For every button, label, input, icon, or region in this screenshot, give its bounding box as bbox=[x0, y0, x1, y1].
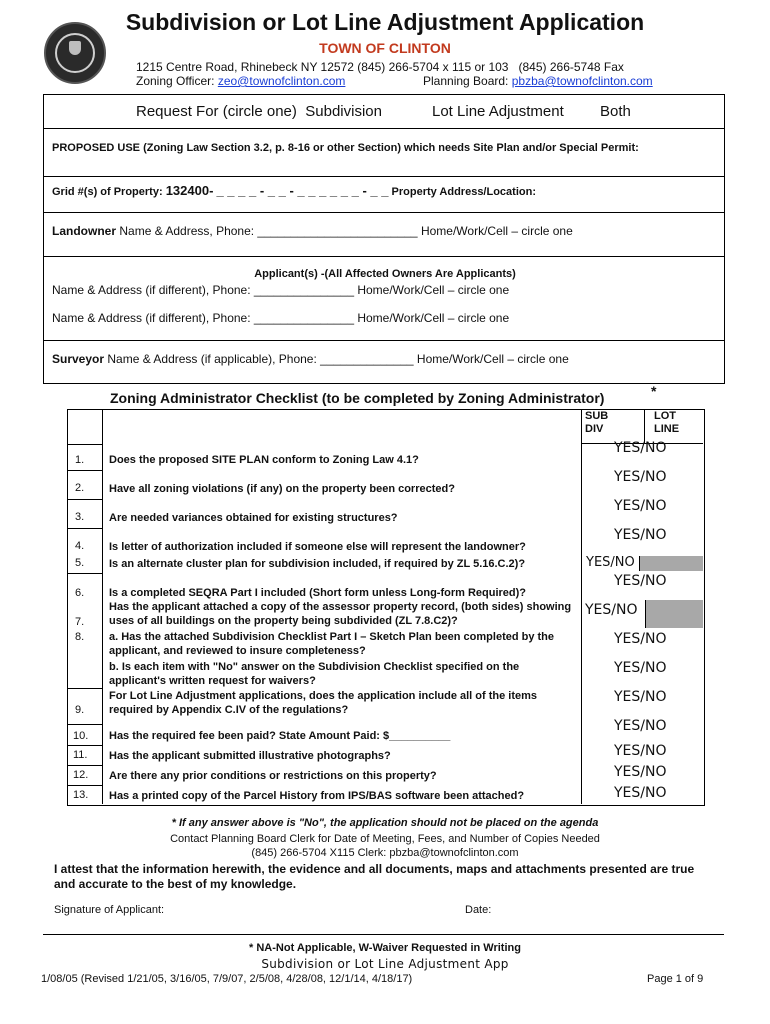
header-column-divider bbox=[644, 409, 645, 443]
zoning-officer-email-link[interactable]: zeo@townofclinton.com bbox=[217, 74, 346, 88]
checklist-question: a. Has the attached Subdivision Checklist Part I – Sketch Plan been completed by the applicant, and reviewed to insure completeness? bbox=[109, 631, 555, 657]
row-divider bbox=[67, 573, 102, 574]
applicant-line-1[interactable]: Name & Address (if different), Phone: _______________ Home/Work/Cell – circle one bbox=[52, 283, 510, 297]
item-number: 10. bbox=[73, 730, 89, 742]
proposed-use-label: PROPOSED USE (Zoning Law Section 3.2, p. 8-16 or other Section) which needs Site Plan and/or Special Permit: bbox=[52, 142, 639, 154]
attestation-statement: I attest that the information herewith, the evidence and all documents, maps and attachments presented are true and accurate to the best of my knowledge. bbox=[54, 862, 695, 891]
option-subdivision[interactable]: Subdivision bbox=[305, 103, 382, 120]
planning-board-contact: Planning Board: pbzba@townofclinton.com bbox=[423, 74, 653, 88]
item-number: 13. bbox=[73, 789, 89, 801]
answer-yesno[interactable]: YES/NO bbox=[614, 689, 667, 705]
answer-yesno[interactable]: YES/NO bbox=[614, 631, 667, 647]
row-divider bbox=[67, 688, 102, 689]
checklist-question: Are there any prior conditions or restrictions on this property? bbox=[109, 770, 437, 782]
surveyor-row[interactable]: Surveyor Name & Address (if applicable), Phone: ______________ Home/Work/Cell – circle one bbox=[52, 352, 569, 366]
checklist-heading: Zoning Administrator Checklist (to be completed by Zoning Administrator) bbox=[110, 390, 605, 406]
divider bbox=[43, 128, 724, 129]
answer-yesno[interactable]: YES/NO bbox=[614, 573, 667, 589]
cell-divider bbox=[645, 600, 646, 628]
revision-dates: 1/08/05 (Revised 1/21/05, 3/16/05, 7/9/07, 2/5/08, 4/28/08, 12/1/14, 4/18/17) bbox=[41, 973, 413, 985]
contact-line-1: Contact Planning Board Clerk for Date of Meeting, Fees, and Number of Copies Needed bbox=[170, 833, 600, 845]
answer-yesno[interactable]: YES/NO bbox=[585, 602, 638, 618]
signature-label[interactable]: Signature of Applicant: bbox=[54, 904, 165, 916]
checklist-question: Does the proposed SITE PLAN conform to Zoning Law 4.1? bbox=[109, 454, 419, 466]
checklist-question: Have all zoning violations (if any) on the property been corrected? bbox=[109, 483, 455, 495]
app-name-footer: Subdivision or Lot Line Adjustment App bbox=[261, 957, 509, 971]
checklist-question: Has a printed copy of the Parcel History from IPS/BAS software been attached? bbox=[109, 790, 525, 802]
row-divider bbox=[67, 724, 102, 725]
row-divider bbox=[67, 745, 102, 746]
date-label[interactable]: Date: bbox=[465, 904, 492, 916]
na-cell bbox=[646, 600, 703, 628]
answer-yesno[interactable]: YES/NO bbox=[614, 718, 667, 734]
item-number: 4. bbox=[75, 540, 85, 552]
item-number: 12. bbox=[73, 769, 89, 781]
page-number: Page 1 of 9 bbox=[647, 973, 704, 985]
item-number: 3. bbox=[75, 511, 85, 523]
answer-column-divider bbox=[581, 409, 582, 804]
item-number: 9. bbox=[75, 704, 85, 716]
checklist-question: Are needed variances obtained for existing structures? bbox=[109, 512, 398, 524]
checklist-question: Has the applicant attached a copy of the assessor property record, (both sides) showing uses of all buildings on the property being subdivided (ZL 7.8.C2)? bbox=[109, 601, 572, 627]
col-lotline-header: LOT LINE bbox=[654, 410, 680, 435]
answer-yesno[interactable]: YES/NO bbox=[614, 469, 667, 485]
page-title: Subdivision or Lot Line Adjustment Application bbox=[125, 9, 645, 35]
option-lot-line-adjustment[interactable]: Lot Line Adjustment bbox=[432, 103, 564, 120]
item-number: 6. bbox=[75, 587, 85, 599]
answer-yesno[interactable]: YES/NO bbox=[614, 527, 667, 543]
item-number: 2. bbox=[75, 482, 85, 494]
item-number: 11. bbox=[73, 749, 88, 761]
row-divider bbox=[67, 470, 102, 471]
checklist-question: Has the required fee been paid? State Amount Paid: $__________ bbox=[109, 730, 451, 742]
answer-yesno[interactable]: YES/NO bbox=[586, 555, 635, 570]
no-answer-note: * If any answer above is "No", the application should not be placed on the agenda bbox=[171, 817, 599, 829]
na-cell bbox=[640, 556, 703, 571]
address-line: 1215 Centre Road, Rhinebeck NY 12572 (845) 266-5704 x 115 or 103 (845) 266-5748 Fax bbox=[136, 60, 624, 74]
row-divider bbox=[67, 765, 102, 766]
zoning-officer-contact: Zoning Officer: zeo@townofclinton.com bbox=[136, 74, 346, 88]
item-number: 7. bbox=[75, 616, 85, 628]
answer-yesno[interactable]: YES/NO bbox=[614, 660, 667, 676]
answer-yesno[interactable]: YES/NO bbox=[614, 764, 667, 780]
row-divider bbox=[67, 785, 102, 786]
answer-yesno[interactable]: YES/NO bbox=[614, 743, 667, 759]
row-divider bbox=[67, 444, 102, 445]
grid-blanks[interactable]: _ _ _ _ - _ _ - _ _ _ _ _ _ - _ _ bbox=[216, 183, 389, 198]
cell-divider bbox=[639, 556, 640, 571]
contact-line-2: (845) 266-5704 X115 Clerk: pbzba@townofclinton.com bbox=[251, 847, 519, 859]
checklist-asterisk: * bbox=[651, 383, 657, 399]
divider bbox=[43, 176, 724, 177]
planning-board-email-link[interactable]: pbzba@townofclinton.com bbox=[511, 74, 653, 88]
request-for-row: Request For (circle one) Subdivision bbox=[136, 103, 382, 120]
na-note: * NA-Not Applicable, W-Waiver Requested in Writing bbox=[249, 942, 521, 954]
divider bbox=[43, 256, 724, 257]
divider bbox=[43, 212, 724, 213]
answer-yesno[interactable]: YES/NO bbox=[614, 498, 667, 514]
item-number: 1. bbox=[75, 454, 85, 466]
checklist-question: Is letter of authorization included if someone else will represent the landowner? bbox=[109, 541, 526, 553]
row-divider bbox=[67, 528, 102, 529]
landowner-row[interactable]: Landowner Name & Address, Phone: ________________________ Home/Work/Cell – circle one bbox=[52, 224, 573, 238]
col-subdiv-header: SUB DIV bbox=[585, 410, 609, 435]
checklist-question: For Lot Line Adjustment applications, does the application include all of the items required by Appendix C.IV of the regulations? bbox=[109, 690, 538, 716]
answer-yesno[interactable]: YES/NO bbox=[614, 785, 667, 801]
grid-row: Grid #(s) of Property: 132400- _ _ _ _ - _ _ - _ _ _ _ _ _ - _ _ Property Address/Location: bbox=[52, 183, 536, 198]
divider bbox=[43, 340, 724, 341]
number-column-divider bbox=[102, 409, 103, 804]
item-number: 8. bbox=[75, 631, 85, 643]
applicant-line-2[interactable]: Name & Address (if different), Phone: _______________ Home/Work/Cell – circle one bbox=[52, 311, 510, 325]
checklist-question: Is a completed SEQRA Part I included (Short form unless Long-form Required)? bbox=[109, 587, 527, 599]
option-both[interactable]: Both bbox=[600, 103, 631, 120]
checklist-question: Has the applicant submitted illustrative photographs? bbox=[109, 750, 391, 762]
applicants-heading: Applicant(s) -(All Affected Owners Are Applicants) bbox=[254, 268, 516, 280]
town-name: TOWN OF CLINTON bbox=[319, 40, 451, 56]
checklist-question: b. Is each item with "No" answer on the Subdivision Checklist specified on the applicant's written request for waivers? bbox=[109, 661, 520, 687]
answer-yesno[interactable]: YES/NO bbox=[614, 440, 667, 456]
row-divider bbox=[67, 499, 102, 500]
item-number: 5. bbox=[75, 557, 85, 569]
grid-value: 132400- bbox=[165, 183, 214, 198]
checklist-question: Is an alternate cluster plan for subdivision included, if required by ZL 5.16.C.2)? bbox=[109, 558, 526, 570]
footer-divider bbox=[43, 934, 724, 935]
